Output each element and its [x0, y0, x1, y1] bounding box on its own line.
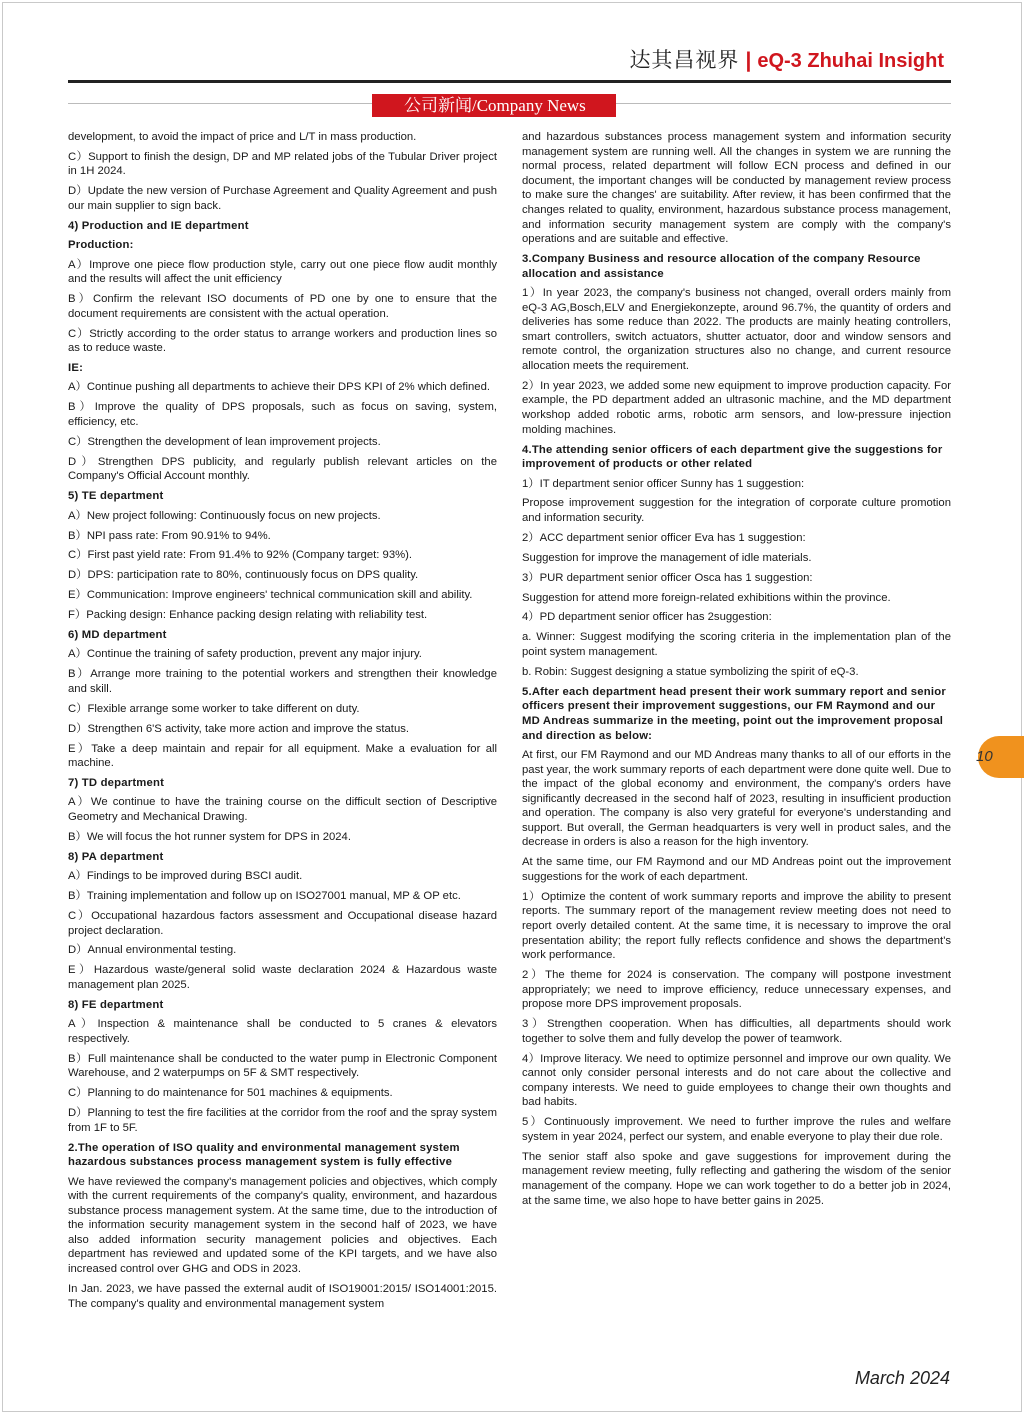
paragraph: B）NPI pass rate: From 90.91% to 94%. — [68, 529, 271, 542]
section-heading: 2.The operation of ISO quality and environmental management system hazardous substances process management system is fully effective — [68, 1141, 460, 1169]
paragraph: A）We continue to have the training course on the difficult section of Descriptive Geometry and Mechanical Drawing. — [68, 796, 497, 823]
page-number: 10 — [976, 748, 993, 765]
paragraph: 4）PD department senior officer has 2suggestion: — [522, 611, 772, 624]
paragraph: C）Strictly according to the order status to arrange workers and production lines so as to reduce waste. — [68, 327, 497, 355]
header-title — [629, 44, 944, 74]
header-separator: | — [745, 49, 752, 72]
paragraph: We have reviewed the company's management policies and objectives, which comply with the current requirements of the company's quality, environment, and hazardous substance process management system. At the same time, due to the introduction of the information security management system in the second half of 2023, we have also added information security management policies and objectives. Each department has reviewed and updated some of the KPI targets, and we have also increased control over GHG and ODS in 2023. — [68, 1175, 497, 1276]
paragraph: 1）Optimize the content of work summary reports and improve the ability to present reports. The summary report of the management review meeting does not need to report overly detailed content. At the same time, it is necessary to improve the oral presentation ability; the report fully reflects confidence and shows the department's work performance. — [522, 890, 951, 962]
paragraph: 2）In year 2023, we added some new equipment to improve production capacity. For example, the PD department added an ultrasonic machine, and the MD department workshop added robotic arms, robotic arm sensors, and low-pressure injection molding machines. — [522, 379, 951, 436]
footer-date: March 2024 — [854, 1368, 950, 1388]
section-heading: 4.The attending senior officers of each department give the suggestions for improvement of products or other related — [522, 443, 943, 471]
header-title-cn: 达其昌视界 — [629, 48, 740, 72]
paragraph: E）Take a deep maintain and repair for all equipment. Make a evaluation for all machine. — [68, 742, 497, 770]
paragraph: F）Packing design: Enhance packing design relating with reliability test. — [68, 609, 428, 622]
section-heading: Production: — [68, 239, 134, 252]
paragraph: C）Support to finish the design, DP and MP related jobs of the Tubular Driver project in 1H 2024. — [68, 150, 497, 178]
paragraph: Propose improvement suggestion for the integration of corporate culture promotion and information security. — [522, 497, 951, 525]
paragraph: D）Strengthen DPS publicity, and regularly publish relevant articles on the Company's Official Account monthly. — [68, 455, 497, 483]
paragraph: At the same time, our FM Raymond and our MD Andreas point out the improvement suggestions for the work of each department. — [522, 856, 951, 883]
paragraph: development, to avoid the impact of price and L/T in mass production. — [68, 131, 417, 143]
paragraph: D）Update the new version of Purchase Agreement and Quality Agreement and push our main supplier to sign back. — [68, 185, 497, 212]
paragraph: C）First past yield rate: From 91.4% to 92% (Company target: 93%). — [68, 549, 413, 562]
left-column — [68, 130, 497, 1316]
paragraph: Suggestion for improve the management of idle materials. — [522, 551, 812, 564]
section-heading: 5.After each department head present their work summary report and senior officers present their improvement suggestions, our FM Raymond and our MD Andreas summarize in the meeting, point out the improvement proposal and direction as below: — [522, 685, 946, 742]
paragraph: B）Full maintenance shall be conducted to the water pump in Electronic Component Warehouse, and 2 waterpumps on 5F & SMT respectively. — [68, 1052, 497, 1080]
section-heading: 8) FE department — [68, 998, 164, 1011]
paragraph: D）Planning to test the fire facilities at the corridor from the roof and the spray system from 1F to 5F. — [68, 1107, 497, 1134]
paragraph: B）Confirm the relevant ISO documents of PD one by one to ensure that the document requirements are consistent with the actual operation. — [68, 293, 497, 320]
paragraph: B）Arrange more training to the potential workers and strengthen their knowledge and skill. — [68, 668, 497, 695]
paragraph: 1）IT department senior officer Sunny has 1 suggestion: — [522, 477, 805, 490]
paragraph: D）Annual environmental testing. — [68, 944, 237, 957]
paragraph: In Jan. 2023, we have passed the external audit of ISO19001:2015/ ISO14001:2015. The company's quality and environmental management system — [68, 1282, 497, 1310]
section-heading: 6) MD department — [68, 628, 167, 641]
paragraph: A）Continue the training of safety production, prevent any major injury. — [68, 648, 422, 661]
paragraph: A）Continue pushing all departments to achieve their DPS KPI of 2% which defined. — [68, 381, 490, 394]
header-title-en: eQ-3 Zhuhai Insight — [757, 50, 944, 72]
paragraph: The senior staff also spoke and gave suggestions for improvement during the management review meeting, fully reflecting and gathering the wisdom of the senior management of the company. Hope we can work together to do a better job in 2024, at the same time, we also hope to have better gains in 2025. — [522, 1150, 951, 1207]
paragraph: 4）Improve literacy. We need to optimize personnel and improve our own quality. We cannot only consider personal interests and do not care about the collective and company interests. We need to guide employees to change their own thoughts and bad habits. — [522, 1052, 951, 1109]
header-rule — [68, 80, 951, 83]
right-column — [522, 130, 951, 1214]
section-heading: 8) PA department — [68, 850, 164, 863]
paragraph: 5）Continuously improvement. We need to further improve the rules and welfare system in year 2024, perfect our system, and enable everyone to play their due role. — [522, 1116, 951, 1143]
paragraph: 3）PUR department senior officer Osca has 1 suggestion: — [522, 571, 813, 584]
paragraph: C）Planning to do maintenance for 501 machines & equipments. — [68, 1087, 393, 1100]
section-heading: 3.Company Business and resource allocation of the company Resource allocation and assistance — [522, 253, 921, 280]
paragraph: E）Communication: Improve engineers' technical communication skill and ability. — [68, 589, 473, 602]
paragraph: A）Inspection & maintenance shall be conducted to 5 cranes & elevators respectively. — [68, 1018, 497, 1045]
paragraph: and hazardous substances process management system and information security management system are running well. All the changes in system we are running the normal process, related department will follow ECN process and defined in our document, the important changes will be conducted by management review process to make sure the changes' are suitability. After review, it has been confirmed that the changes related to quality, environment, hazardous substance process management, and information security management system are comply with the company's operations and are suitable and effective. — [522, 131, 951, 246]
section-heading: 4) Production and IE department — [68, 219, 249, 232]
section-heading: 7) TD department — [68, 777, 165, 789]
section-label: 公司新闻/Company News — [372, 94, 616, 117]
paragraph: C）Strengthen the development of lean improvement projects. — [68, 435, 381, 448]
paragraph: B）Training implementation and follow up on ISO27001 manual, MP & OP etc. — [68, 890, 461, 903]
paragraph: D）Strengthen 6'S activity, take more action and improve the status. — [68, 722, 410, 735]
section-heading: 5) TE department — [68, 490, 164, 503]
paragraph: B）We will focus the hot runner system for DPS in 2024. — [68, 830, 351, 843]
paragraph: C）Occupational hazardous factors assessment and Occupational disease hazard project declaration. — [68, 909, 497, 937]
paragraph: 2）The theme for 2024 is conservation. The company will postpone investment appropriately; we need to improve efficiency, reduce unnecessary expenses, and propose more DPS improvement proposals. — [522, 969, 951, 1011]
paragraph: E）Hazardous waste/general solid waste declaration 2024 & Hazardous waste management plan 2025. — [68, 964, 497, 991]
section-heading: IE: — [68, 362, 84, 375]
paragraph: b. Robin: Suggest designing a statue symbolizing the spirit of eQ-3. — [522, 665, 859, 678]
paragraph: A）Findings to be improved during BSCI audit. — [68, 870, 303, 883]
paragraph: D）DPS: participation rate to 80%, continuously focus on DPS quality. — [68, 569, 419, 582]
paragraph: C）Flexible arrange some worker to take different on duty. — [68, 702, 360, 715]
paragraph: A）Improve one piece flow production style, carry out one piece flow audit monthly and the results will affect the unit efficiency — [68, 258, 497, 286]
paragraph: Suggestion for attend more foreign-related exhibitions within the province. — [522, 591, 891, 604]
paragraph: 2）ACC department senior officer Eva has 1 suggestion: — [522, 531, 806, 544]
paragraph: B）Improve the quality of DPS proposals, such as focus on saving, system, efficiency, etc. — [68, 401, 497, 428]
paragraph: A）New project following: Continuously focus on new projects. — [68, 509, 381, 522]
paragraph: a. Winner: Suggest modifying the scoring criteria in the implementation plan of the point system management. — [522, 631, 951, 658]
paragraph: At first, our FM Raymond and our MD Andreas many thanks to all of our efforts in the past year, the work summary reports of each department were done quite well. Due to the impact of the global economy and environment, the company's orders have significantly decreased in the second half of 2023, resulting in insufficient production and operation. The company is also very grateful for everyone's understanding and support. But overall, the German headquarters is very well in product sales, and the decrease in orders is also a reason for the high inventory. — [522, 748, 951, 849]
paragraph: 3）Strengthen cooperation. When has difficulties, all departments should work together to solve them and fully develop the power of teamwork. — [522, 1018, 951, 1045]
paragraph: 1）In year 2023, the company's business not changed, overall orders mainly from eQ-3 AG,Bosch,ELV and Energiekonzepte, around 96.7%, the quantity of orders and deliveries has some reduce than 2022. The products are mainly heating controllers, smart controllers, switch actuators, shutter actuator, door and window sensors and remote control, the organization structures also no change, and current resource allocation meets the requirement. — [522, 287, 951, 372]
